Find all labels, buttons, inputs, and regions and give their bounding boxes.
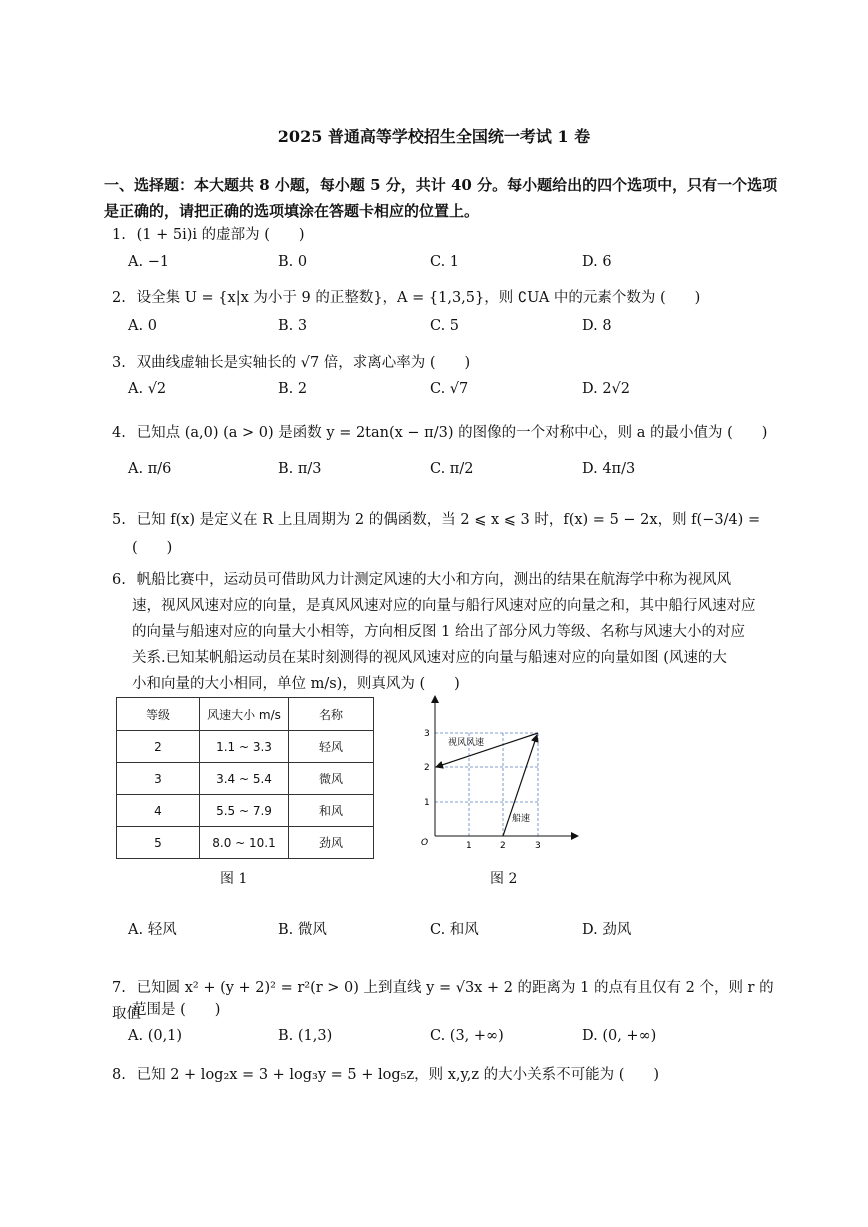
table-cell: 轻风 [289, 731, 374, 763]
question-6-line3: 的向量与船速对应的向量大小相等，方向相反图 1 给出了部分风力等级、名称与风速大小的对应 [132, 624, 745, 640]
figure-1-caption: 图 1 [220, 871, 248, 887]
question-5 [112, 507, 782, 533]
question-1 [112, 222, 782, 248]
question-2 [112, 285, 782, 311]
question-8 [112, 1062, 782, 1088]
y-tick-label: 3 [424, 729, 430, 739]
question-number: 6. [112, 572, 126, 588]
table-header-row [117, 698, 374, 731]
question-text: 已知 f(x) 是定义在 R 上且周期为 2 的偶函数，当 2 ⩽ x ⩽ 3 时，f(x) = 5 − 2x，则 f(−3/4) = [136, 512, 761, 528]
table-cell: 劲风 [289, 827, 374, 859]
option-b[interactable]: B. 微风 [278, 922, 327, 938]
y-tick-label: 2 [424, 763, 430, 773]
table-cell: 1.1 ~ 3.3 [200, 731, 289, 763]
table-header: 等级 [117, 698, 200, 731]
option-b[interactable]: B. 2 [278, 381, 308, 397]
option-a[interactable]: A. −1 [128, 254, 170, 270]
option-d[interactable]: D. 6 [582, 254, 612, 270]
table-cell: 微风 [289, 763, 374, 795]
table-row [117, 795, 374, 827]
option-b[interactable]: B. (1,3) [278, 1028, 333, 1044]
section-heading-line2: 是正确的，请把正确的选项填涂在答题卡相应的位置上。 [104, 202, 480, 220]
option-a[interactable]: A. √2 [128, 381, 167, 397]
table-cell: 2 [117, 731, 200, 763]
question-7-continuation: 范围是 ( ) [132, 1002, 221, 1018]
question-5-continuation: ( ) [132, 540, 173, 556]
question-text: 已知圆 x² + (y + 2)² = r²(r > 0) 上到直线 y = √3x + 2 的距离为 1 的点有且仅有 2 个，则 r 的取值 [112, 980, 774, 1022]
option-c[interactable]: C. (3, +∞) [430, 1028, 504, 1044]
option-c[interactable]: C. 1 [430, 254, 460, 270]
figure-2-vector-diagram [410, 690, 585, 855]
option-d[interactable]: D. 劲风 [582, 922, 632, 938]
table-cell: 3.4 ~ 5.4 [200, 763, 289, 795]
question-number: 3. [112, 355, 126, 371]
question-text: 已知 2 + log₂x = 3 + log₃y = 5 + log₅z，则 x,y,z 的大小关系不可能为 ( ) [136, 1067, 660, 1083]
option-b[interactable]: B. π/3 [278, 461, 322, 477]
question-3 [112, 350, 782, 376]
question-6-line4: 关系.已知某帆船运动员在某时刻测得的视风风速对应的向量与船速对应的向量如图 (风速的大 [132, 650, 727, 666]
question-number: 7. [112, 980, 126, 996]
page-title: 2025 普通高等学校招生全国统一考试 1 卷 [277, 127, 591, 146]
question-number: 2. [112, 290, 126, 306]
x-tick-label: 3 [535, 841, 541, 851]
table-cell: 5 [117, 827, 200, 859]
question-text: 已知点 (a,0) (a > 0) 是函数 y = 2tan(x − π/3) 的图像的一个对称中心，则 a 的最小值为 ( ) [136, 425, 768, 441]
table-row [117, 827, 374, 859]
question-6-line5: 小和向量的大小相同，单位 m/s)，则真风为 ( ) [132, 676, 460, 692]
option-c[interactable]: C. π/2 [430, 461, 474, 477]
y-tick-label: 1 [424, 798, 430, 808]
option-b[interactable]: B. 3 [278, 318, 308, 334]
question-6-line2: 速，视风风速对应的向量，是真风风速对应的向量与船行风速对应的向量之和，其中船行风速对应 [132, 598, 756, 614]
option-c[interactable]: C. 5 [430, 318, 460, 334]
apparent-wind-label: 视风风速 [448, 738, 485, 748]
option-c[interactable]: C. √7 [430, 381, 469, 397]
table-cell: 3 [117, 763, 200, 795]
x-tick-label: 1 [466, 841, 472, 851]
section-heading-line1: 一、选择题：本大题共 8 小题，每小题 5 分，共计 40 分。每小题给出的四个选项中，只有一个选项 [104, 176, 778, 194]
x-tick-label: 2 [500, 841, 506, 851]
table-header: 风速大小 m/s [200, 698, 289, 731]
origin-label: O [421, 838, 429, 848]
boat-speed-label: 船速 [512, 814, 531, 824]
option-d[interactable]: D. 8 [582, 318, 612, 334]
option-a[interactable]: A. 轻风 [128, 922, 177, 938]
table-cell: 5.5 ~ 7.9 [200, 795, 289, 827]
option-a[interactable]: A. 0 [128, 318, 157, 334]
table-header: 名称 [289, 698, 374, 731]
table-cell: 4 [117, 795, 200, 827]
table-cell: 和风 [289, 795, 374, 827]
question-text: (1 + 5i)i 的虚部为 ( ) [136, 227, 305, 243]
option-d[interactable]: D. 2√2 [582, 381, 631, 397]
option-c[interactable]: C. 和风 [430, 922, 479, 938]
option-d[interactable]: D. 4π/3 [582, 461, 636, 477]
question-6 [112, 567, 782, 593]
option-d[interactable]: D. (0, +∞) [582, 1028, 657, 1044]
question-number: 1. [112, 227, 126, 243]
table-row [117, 763, 374, 795]
table-row [117, 731, 374, 763]
option-a[interactable]: A. π/6 [128, 461, 172, 477]
question-text: 设全集 U = {x|x 为小于 9 的正整数}，A = {1,3,5}，则 ∁UA 中的元素个数为 ( ) [136, 290, 701, 306]
question-text: 双曲线虚轴长是实轴长的 √7 倍，求离心率为 ( ) [136, 355, 471, 371]
question-number: 8. [112, 1067, 126, 1083]
option-b[interactable]: B. 0 [278, 254, 308, 270]
question-text-line1: 帆船比赛中，运动员可借助风力计测定风速的大小和方向，测出的结果在航海学中称为视风风 [136, 572, 732, 588]
table-cell: 8.0 ~ 10.1 [200, 827, 289, 859]
question-number: 4. [112, 425, 126, 441]
question-4 [112, 420, 782, 446]
section-heading [104, 172, 784, 224]
wind-level-table [116, 697, 374, 859]
figure-2-caption: 图 2 [490, 871, 518, 887]
option-a[interactable]: A. (0,1) [128, 1028, 183, 1044]
question-number: 5. [112, 512, 126, 528]
